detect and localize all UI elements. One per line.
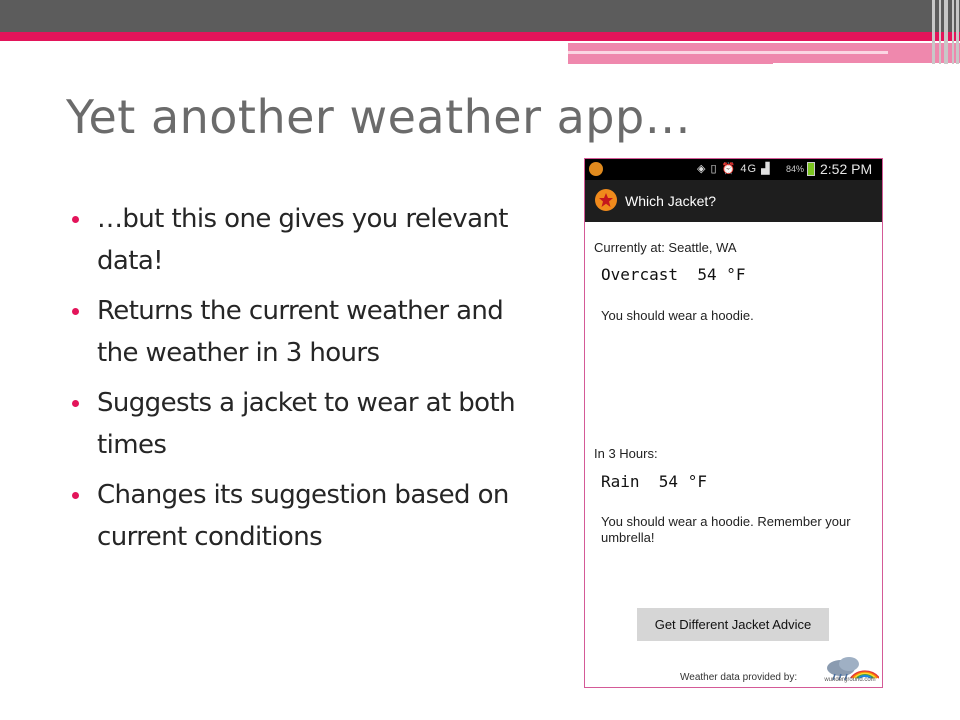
app-title: Which Jacket? [625, 193, 717, 209]
battery-percent: 84% [786, 164, 805, 174]
accent-band [0, 32, 960, 41]
accent-band-line [568, 51, 888, 54]
current-conditions: Overcast 54 °F [601, 265, 746, 284]
bullet-text: Suggests a jacket to wear at both times [97, 388, 515, 460]
app-logo-star-icon [595, 189, 617, 211]
battery-icon [807, 162, 815, 176]
bullet-item [70, 290, 540, 374]
status-bar [585, 159, 882, 180]
bullet-item [70, 198, 540, 282]
bullet-list [70, 198, 540, 566]
bullet-dot-icon [72, 492, 79, 499]
decorative-stripes [930, 0, 960, 64]
later-advice: You should wear a hoodie. Remember your umbrella! [601, 514, 851, 545]
alarm-icon: ⏰ [721, 163, 737, 175]
action-bar [585, 180, 882, 222]
top-bar [0, 0, 960, 32]
status-icons [697, 162, 771, 175]
bullet-item [70, 474, 540, 558]
vibrate-icon: ▯ [710, 163, 718, 175]
get-different-advice-button[interactable]: Get Different Jacket Advice [637, 608, 829, 641]
bullet-text: …but this one gives you relevant data! [97, 204, 508, 276]
current-location-label: Currently at: Seattle, WA [594, 240, 737, 255]
bullet-item [70, 382, 540, 466]
bullet-dot-icon [72, 400, 79, 407]
bullet-text: Changes its suggestion based on current conditions [97, 480, 509, 552]
slide-title: Yet another weather app… [66, 90, 692, 144]
bullet-text: Returns the current weather and the weather in 3 hours [97, 296, 504, 368]
network-label: 4G [740, 163, 758, 175]
current-advice: You should wear a hoodie. [601, 308, 754, 323]
app-notification-icon [589, 162, 603, 176]
wunderground-logo-text: wunderground.com [824, 677, 876, 683]
bullet-dot-icon [72, 308, 79, 315]
accent-band-light-lower [568, 58, 773, 64]
app-content [585, 222, 882, 687]
signal-icon: ▟ [761, 163, 771, 175]
later-conditions: Rain 54 °F [601, 472, 707, 491]
weather-credit-label: Weather data provided by: [680, 672, 798, 683]
nfc-icon: ◈ [697, 163, 707, 175]
bullet-dot-icon [72, 216, 79, 223]
phone-screenshot [584, 158, 883, 688]
later-label: In 3 Hours: [594, 446, 658, 461]
status-time: 2:52 PM [820, 161, 873, 177]
